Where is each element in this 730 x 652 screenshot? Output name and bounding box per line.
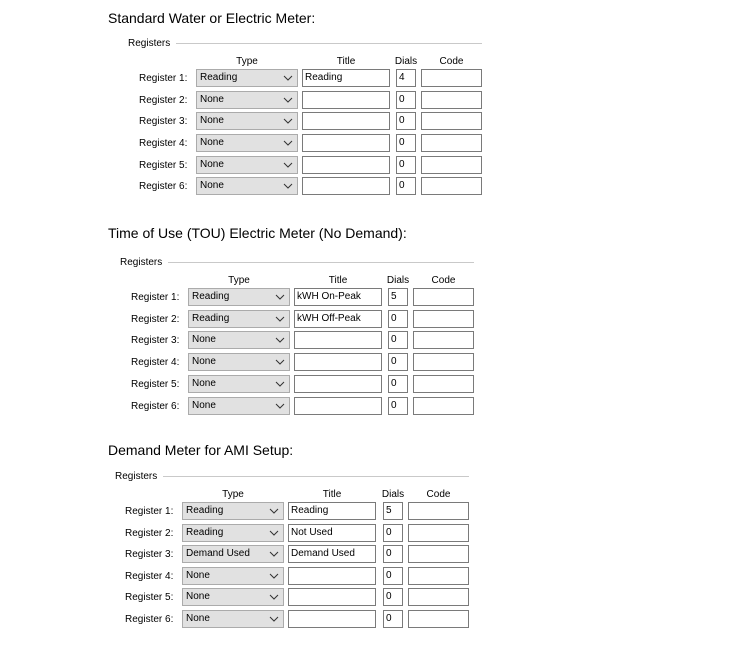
register-type-select[interactable] — [188, 310, 290, 328]
register-label: Register 6: — [125, 614, 174, 625]
register-dials-input[interactable]: 5 — [388, 288, 408, 306]
registers-group-label: Registers — [120, 257, 163, 268]
chevron-down-icon — [269, 589, 279, 605]
column-header-dials: Dials — [394, 56, 418, 67]
register-code-input[interactable] — [421, 177, 482, 195]
register-title-input[interactable] — [288, 567, 376, 585]
register-label: Register 4: — [131, 357, 180, 368]
section-heading: Demand Meter for AMI Setup: — [108, 442, 294, 458]
chevron-down-icon — [275, 311, 285, 327]
register-type-select[interactable] — [182, 524, 284, 542]
group-divider — [163, 476, 469, 477]
chevron-down-icon — [283, 70, 293, 86]
register-label: Register 1: — [131, 292, 180, 303]
register-title-input[interactable]: Reading — [302, 69, 390, 87]
select-value: None — [200, 94, 224, 105]
select-value: None — [192, 378, 216, 389]
register-type-select[interactable] — [196, 112, 298, 130]
register-title-input[interactable]: Demand Used — [288, 545, 376, 563]
register-dials-input[interactable]: 0 — [383, 545, 403, 563]
select-value: Demand Used — [186, 548, 250, 559]
register-type-select[interactable] — [182, 545, 284, 563]
register-label: Register 5: — [131, 379, 180, 390]
register-type-select[interactable] — [182, 502, 284, 520]
register-dials-input[interactable]: 4 — [396, 69, 416, 87]
register-code-input[interactable] — [408, 545, 469, 563]
chevron-down-icon — [283, 113, 293, 129]
select-value: None — [200, 159, 224, 170]
register-title-input[interactable] — [302, 177, 390, 195]
chevron-down-icon — [275, 354, 285, 370]
register-dials-input[interactable]: 0 — [383, 610, 403, 628]
register-code-input[interactable] — [408, 610, 469, 628]
register-title-input[interactable]: Reading — [288, 502, 376, 520]
select-value: Reading — [186, 505, 224, 516]
register-title-input[interactable] — [294, 353, 382, 371]
select-value: None — [186, 591, 210, 602]
chevron-down-icon — [275, 398, 285, 414]
column-header-dials: Dials — [386, 275, 410, 286]
register-label: Register 2: — [131, 314, 180, 325]
register-dials-input[interactable]: 0 — [396, 156, 416, 174]
column-header-title: Title — [328, 275, 348, 286]
column-header-type: Type — [222, 489, 244, 500]
register-title-input[interactable] — [294, 375, 382, 393]
register-dials-input[interactable]: 0 — [388, 375, 408, 393]
register-code-input[interactable] — [408, 588, 469, 606]
register-label: Register 6: — [139, 181, 188, 192]
chevron-down-icon — [275, 332, 285, 348]
register-title-input[interactable] — [294, 397, 382, 415]
select-value: Reading — [200, 72, 238, 83]
register-dials-input[interactable]: 0 — [396, 177, 416, 195]
register-dials-input[interactable]: 0 — [388, 353, 408, 371]
section-heading: Time of Use (TOU) Electric Meter (No Demand): — [108, 225, 407, 241]
chevron-down-icon — [283, 92, 293, 108]
register-title-input[interactable]: kWH Off-Peak — [294, 310, 382, 328]
register-code-input[interactable] — [413, 331, 474, 349]
register-label: Register 1: — [125, 506, 174, 517]
register-type-select[interactable] — [196, 91, 298, 109]
register-dials-input[interactable]: 0 — [396, 91, 416, 109]
register-type-select[interactable] — [196, 134, 298, 152]
register-title-input[interactable] — [288, 610, 376, 628]
group-divider — [176, 43, 482, 44]
register-code-input[interactable] — [413, 397, 474, 415]
register-type-select[interactable] — [182, 567, 284, 585]
chevron-down-icon — [269, 611, 279, 627]
column-header-title: Title — [322, 489, 342, 500]
register-type-select[interactable] — [196, 69, 298, 87]
register-dials-input[interactable]: 5 — [383, 502, 403, 520]
chevron-down-icon — [269, 546, 279, 562]
register-dials-input[interactable]: 0 — [383, 524, 403, 542]
register-label: Register 3: — [125, 549, 174, 560]
column-header-type: Type — [236, 56, 258, 67]
chevron-down-icon — [269, 503, 279, 519]
register-title-input[interactable] — [302, 112, 390, 130]
register-type-select[interactable] — [188, 353, 290, 371]
chevron-down-icon — [275, 376, 285, 392]
register-code-input[interactable] — [413, 310, 474, 328]
select-value: None — [186, 570, 210, 581]
register-type-select[interactable] — [182, 610, 284, 628]
register-dials-input[interactable]: 0 — [383, 588, 403, 606]
chevron-down-icon — [283, 178, 293, 194]
registers-group-label: Registers — [128, 38, 171, 49]
register-label: Register 3: — [139, 116, 188, 127]
chevron-down-icon — [283, 135, 293, 151]
register-type-select[interactable] — [196, 177, 298, 195]
register-label: Register 3: — [131, 335, 180, 346]
register-code-input[interactable] — [421, 156, 482, 174]
column-header-dials: Dials — [381, 489, 405, 500]
register-title-input[interactable] — [302, 156, 390, 174]
column-header-code: Code — [431, 275, 456, 286]
select-value: Reading — [192, 291, 230, 302]
column-header-code: Code — [439, 56, 464, 67]
select-value: Reading — [192, 313, 230, 324]
column-header-type: Type — [228, 275, 250, 286]
register-label: Register 4: — [125, 571, 174, 582]
register-title-input[interactable]: kWH On-Peak — [294, 288, 382, 306]
select-value: None — [192, 334, 216, 345]
section-heading: Standard Water or Electric Meter: — [108, 10, 316, 26]
register-code-input[interactable] — [421, 69, 482, 87]
register-type-select[interactable] — [182, 588, 284, 606]
select-value: None — [192, 400, 216, 411]
select-value: Reading — [186, 527, 224, 538]
register-code-input[interactable] — [408, 524, 469, 542]
select-value: None — [200, 115, 224, 126]
select-value: None — [200, 180, 224, 191]
register-type-select[interactable] — [196, 156, 298, 174]
registers-group-label: Registers — [115, 471, 158, 482]
select-value: None — [186, 613, 210, 624]
register-dials-input[interactable]: 0 — [396, 134, 416, 152]
chevron-down-icon — [283, 157, 293, 173]
register-type-select[interactable] — [188, 331, 290, 349]
register-title-input[interactable] — [288, 588, 376, 606]
register-type-select[interactable] — [188, 288, 290, 306]
register-type-select[interactable] — [188, 375, 290, 393]
register-code-input[interactable] — [413, 288, 474, 306]
register-dials-input[interactable]: 0 — [388, 310, 408, 328]
register-label: Register 5: — [125, 592, 174, 603]
register-dials-input[interactable]: 0 — [388, 397, 408, 415]
chevron-down-icon — [269, 525, 279, 541]
chevron-down-icon — [275, 289, 285, 305]
chevron-down-icon — [269, 568, 279, 584]
register-code-input[interactable] — [413, 353, 474, 371]
register-dials-input[interactable]: 0 — [396, 112, 416, 130]
column-header-title: Title — [336, 56, 356, 67]
register-title-input[interactable] — [302, 134, 390, 152]
select-value: None — [192, 356, 216, 367]
register-dials-input[interactable]: 0 — [388, 331, 408, 349]
register-type-select[interactable] — [188, 397, 290, 415]
register-code-input[interactable] — [408, 567, 469, 585]
register-label: Register 1: — [139, 73, 188, 84]
register-code-input[interactable] — [413, 375, 474, 393]
register-label: Register 2: — [125, 528, 174, 539]
register-title-input[interactable]: Not Used — [288, 524, 376, 542]
register-code-input[interactable] — [408, 502, 469, 520]
register-label: Register 5: — [139, 160, 188, 171]
register-code-input[interactable] — [421, 134, 482, 152]
register-label: Register 2: — [139, 95, 188, 106]
register-title-input[interactable] — [294, 331, 382, 349]
group-divider — [168, 262, 474, 263]
column-header-code: Code — [426, 489, 451, 500]
register-code-input[interactable] — [421, 112, 482, 130]
register-title-input[interactable] — [302, 91, 390, 109]
register-label: Register 4: — [139, 138, 188, 149]
register-label: Register 6: — [131, 401, 180, 412]
register-dials-input[interactable]: 0 — [383, 567, 403, 585]
register-code-input[interactable] — [421, 91, 482, 109]
select-value: None — [200, 137, 224, 148]
